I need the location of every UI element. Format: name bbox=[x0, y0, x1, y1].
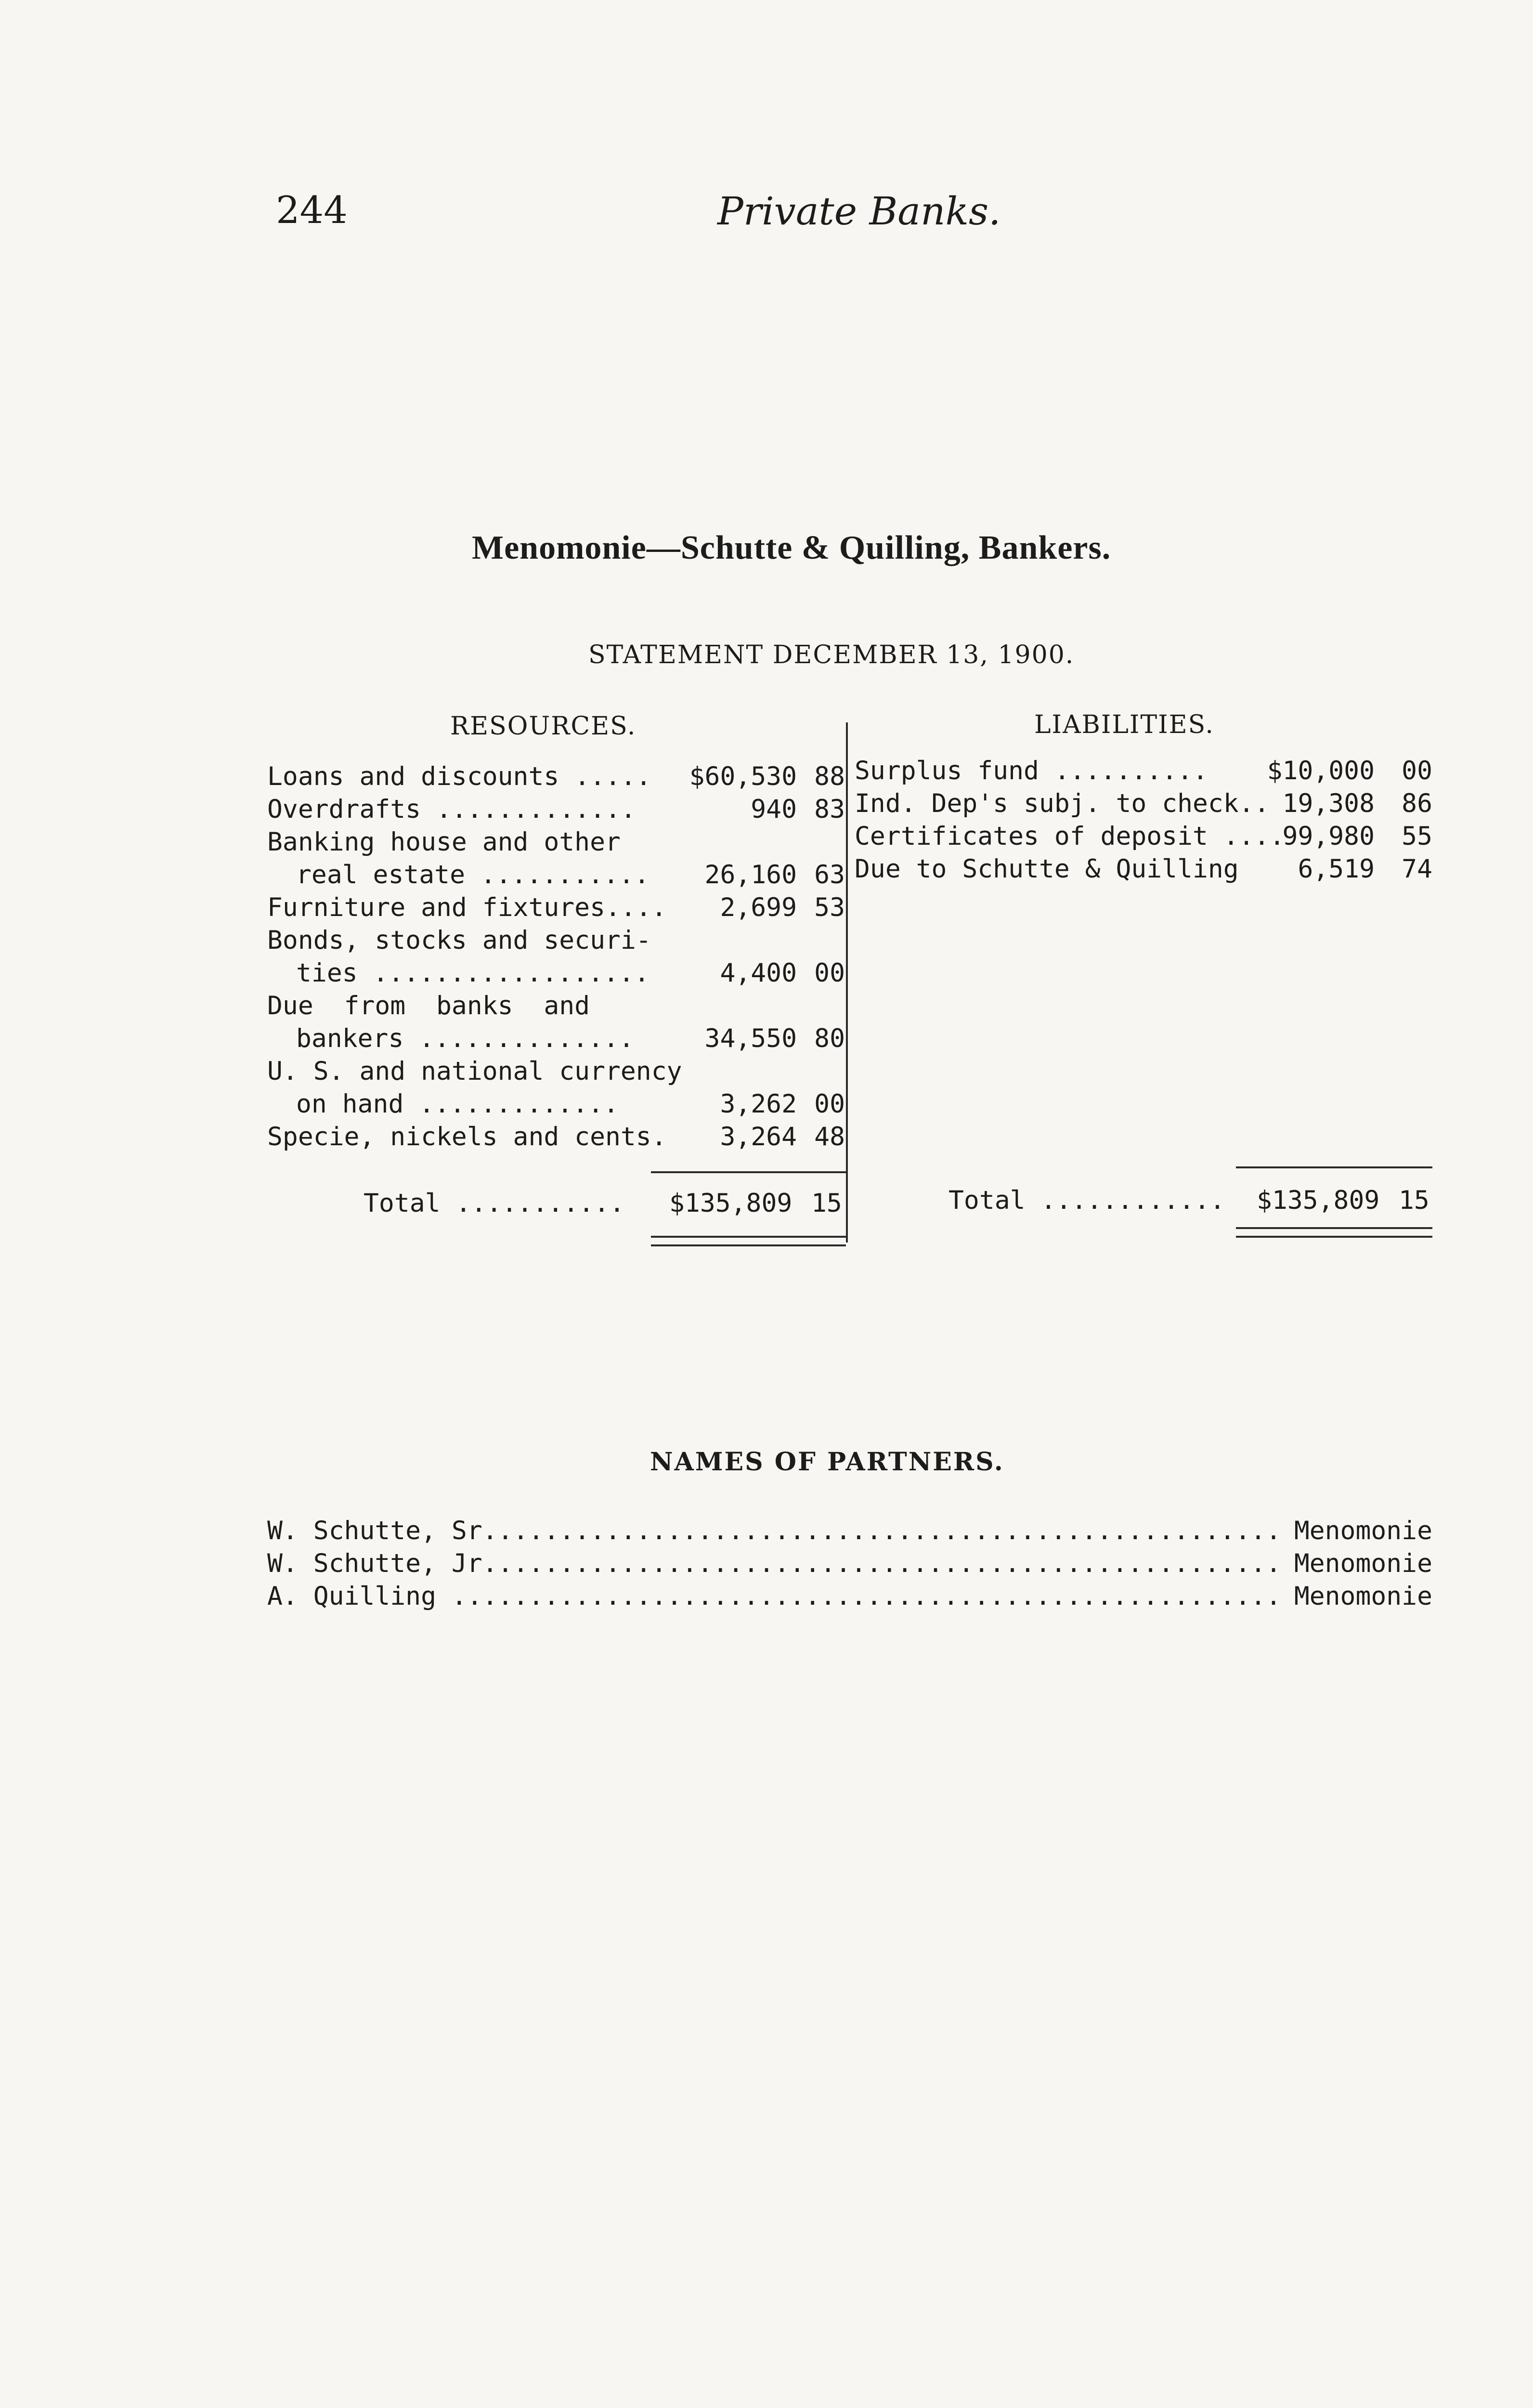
row-label: ties .................. bbox=[296, 958, 650, 988]
resources-total-label: Total ........... bbox=[364, 1189, 625, 1218]
table-row bbox=[267, 860, 845, 893]
liabilities-double-rule bbox=[1236, 1227, 1432, 1238]
liabilities-total-rule bbox=[1236, 1166, 1432, 1168]
row-label: Surplus fund .......... bbox=[855, 756, 1208, 785]
table-row bbox=[267, 893, 845, 926]
row-label: Overdrafts ............. bbox=[267, 795, 636, 824]
table-row bbox=[855, 822, 1432, 854]
resources-table bbox=[267, 762, 845, 1155]
partner-name: W. Schutte, Jr.................................................... bbox=[267, 1549, 1281, 1578]
table-row bbox=[267, 827, 845, 860]
row-dollars: 2,699 bbox=[720, 893, 797, 922]
row-label: Furniture and fixtures.... bbox=[267, 893, 667, 922]
partner-name: W. Schutte, Sr.................................................... bbox=[267, 1516, 1281, 1545]
partner-place: Menomonie bbox=[1294, 1549, 1432, 1578]
table-row bbox=[267, 762, 845, 795]
row-label: on hand ............. bbox=[296, 1089, 619, 1119]
table-row bbox=[267, 991, 845, 1024]
row-label: Specie, nickels and cents. bbox=[267, 1122, 667, 1152]
running-title: Private Banks. bbox=[717, 189, 1001, 234]
row-cents: 88 bbox=[814, 762, 845, 791]
resources-double-rule bbox=[651, 1236, 846, 1246]
row-label: Due from banks and bbox=[267, 991, 590, 1021]
row-label: Loans and discounts ..... bbox=[267, 762, 651, 791]
list-item bbox=[267, 1516, 1432, 1549]
row-cents: 83 bbox=[814, 795, 845, 824]
row-dollars: $10,000 bbox=[1267, 756, 1375, 785]
table-row bbox=[855, 789, 1432, 822]
row-dollars: 4,400 bbox=[720, 958, 797, 988]
row-label: Bonds, stocks and securi- bbox=[267, 926, 651, 955]
partner-name: A. Quilling ...................................................... bbox=[267, 1582, 1281, 1611]
row-dollars: 6,519 bbox=[1298, 854, 1375, 884]
row-cents: 80 bbox=[814, 1024, 845, 1053]
partner-place: Menomonie bbox=[1294, 1516, 1432, 1545]
row-dollars: 99,980 bbox=[1282, 822, 1375, 851]
row-cents: 53 bbox=[814, 893, 845, 922]
list-item bbox=[267, 1582, 1432, 1614]
bank-title: Menomonie—Schutte & Quilling, Bankers. bbox=[472, 529, 1111, 566]
table-row bbox=[267, 958, 845, 991]
row-dollars: 940 bbox=[751, 795, 797, 824]
row-label: Due to Schutte & Quilling bbox=[855, 854, 1239, 884]
page-number: 244 bbox=[276, 189, 348, 232]
row-dollars: 3,262 bbox=[720, 1089, 797, 1119]
row-cents: 63 bbox=[814, 860, 845, 890]
resources-total-rule bbox=[651, 1171, 846, 1173]
statement-date: STATEMENT DECEMBER 13, 1900. bbox=[588, 641, 1075, 669]
row-label: Ind. Dep's subj. to check.. bbox=[855, 789, 1270, 818]
partners-heading: NAMES OF PARTNERS. bbox=[650, 1447, 1004, 1477]
row-label: Banking house and other bbox=[267, 827, 621, 857]
partner-place: Menomonie bbox=[1294, 1582, 1432, 1611]
row-dollars: 19,308 bbox=[1282, 789, 1375, 818]
table-row bbox=[855, 756, 1432, 789]
row-label: bankers .............. bbox=[296, 1024, 634, 1053]
liabilities-total-dollars: $135,809 bbox=[1257, 1186, 1380, 1215]
table-row bbox=[855, 854, 1432, 887]
resources-heading: RESOURCES. bbox=[450, 712, 637, 741]
resources-total-dollars: $135,809 bbox=[669, 1189, 792, 1218]
table-row bbox=[267, 1089, 845, 1122]
table-row bbox=[267, 1122, 845, 1155]
row-label: real estate ........... bbox=[296, 860, 650, 890]
liabilities-table bbox=[855, 756, 1432, 887]
row-dollars: 26,160 bbox=[704, 860, 797, 890]
liabilities-total-label: Total ............ bbox=[948, 1186, 1225, 1215]
liabilities-heading: LIABILITIES. bbox=[1034, 710, 1214, 739]
row-cents: 74 bbox=[1402, 854, 1432, 884]
table-row bbox=[267, 795, 845, 827]
partners-list bbox=[267, 1516, 1432, 1614]
row-cents: 86 bbox=[1402, 789, 1432, 818]
row-cents: 00 bbox=[814, 958, 845, 988]
table-row bbox=[267, 1057, 845, 1089]
row-cents: 55 bbox=[1402, 822, 1432, 851]
column-divider bbox=[846, 722, 848, 1243]
resources-total-cents: 15 bbox=[811, 1189, 842, 1218]
row-dollars: $60,530 bbox=[689, 762, 797, 791]
row-dollars: 3,264 bbox=[720, 1122, 797, 1152]
row-cents: 00 bbox=[814, 1089, 845, 1119]
table-row bbox=[267, 1024, 845, 1057]
row-cents: 48 bbox=[814, 1122, 845, 1152]
list-item bbox=[267, 1549, 1432, 1582]
row-cents: 00 bbox=[1402, 756, 1432, 785]
table-row bbox=[267, 926, 845, 958]
row-label: Certificates of deposit .... bbox=[855, 822, 1285, 851]
row-dollars: 34,550 bbox=[704, 1024, 797, 1053]
liabilities-total-cents: 15 bbox=[1399, 1186, 1429, 1215]
row-label: U. S. and national currency bbox=[267, 1057, 682, 1086]
